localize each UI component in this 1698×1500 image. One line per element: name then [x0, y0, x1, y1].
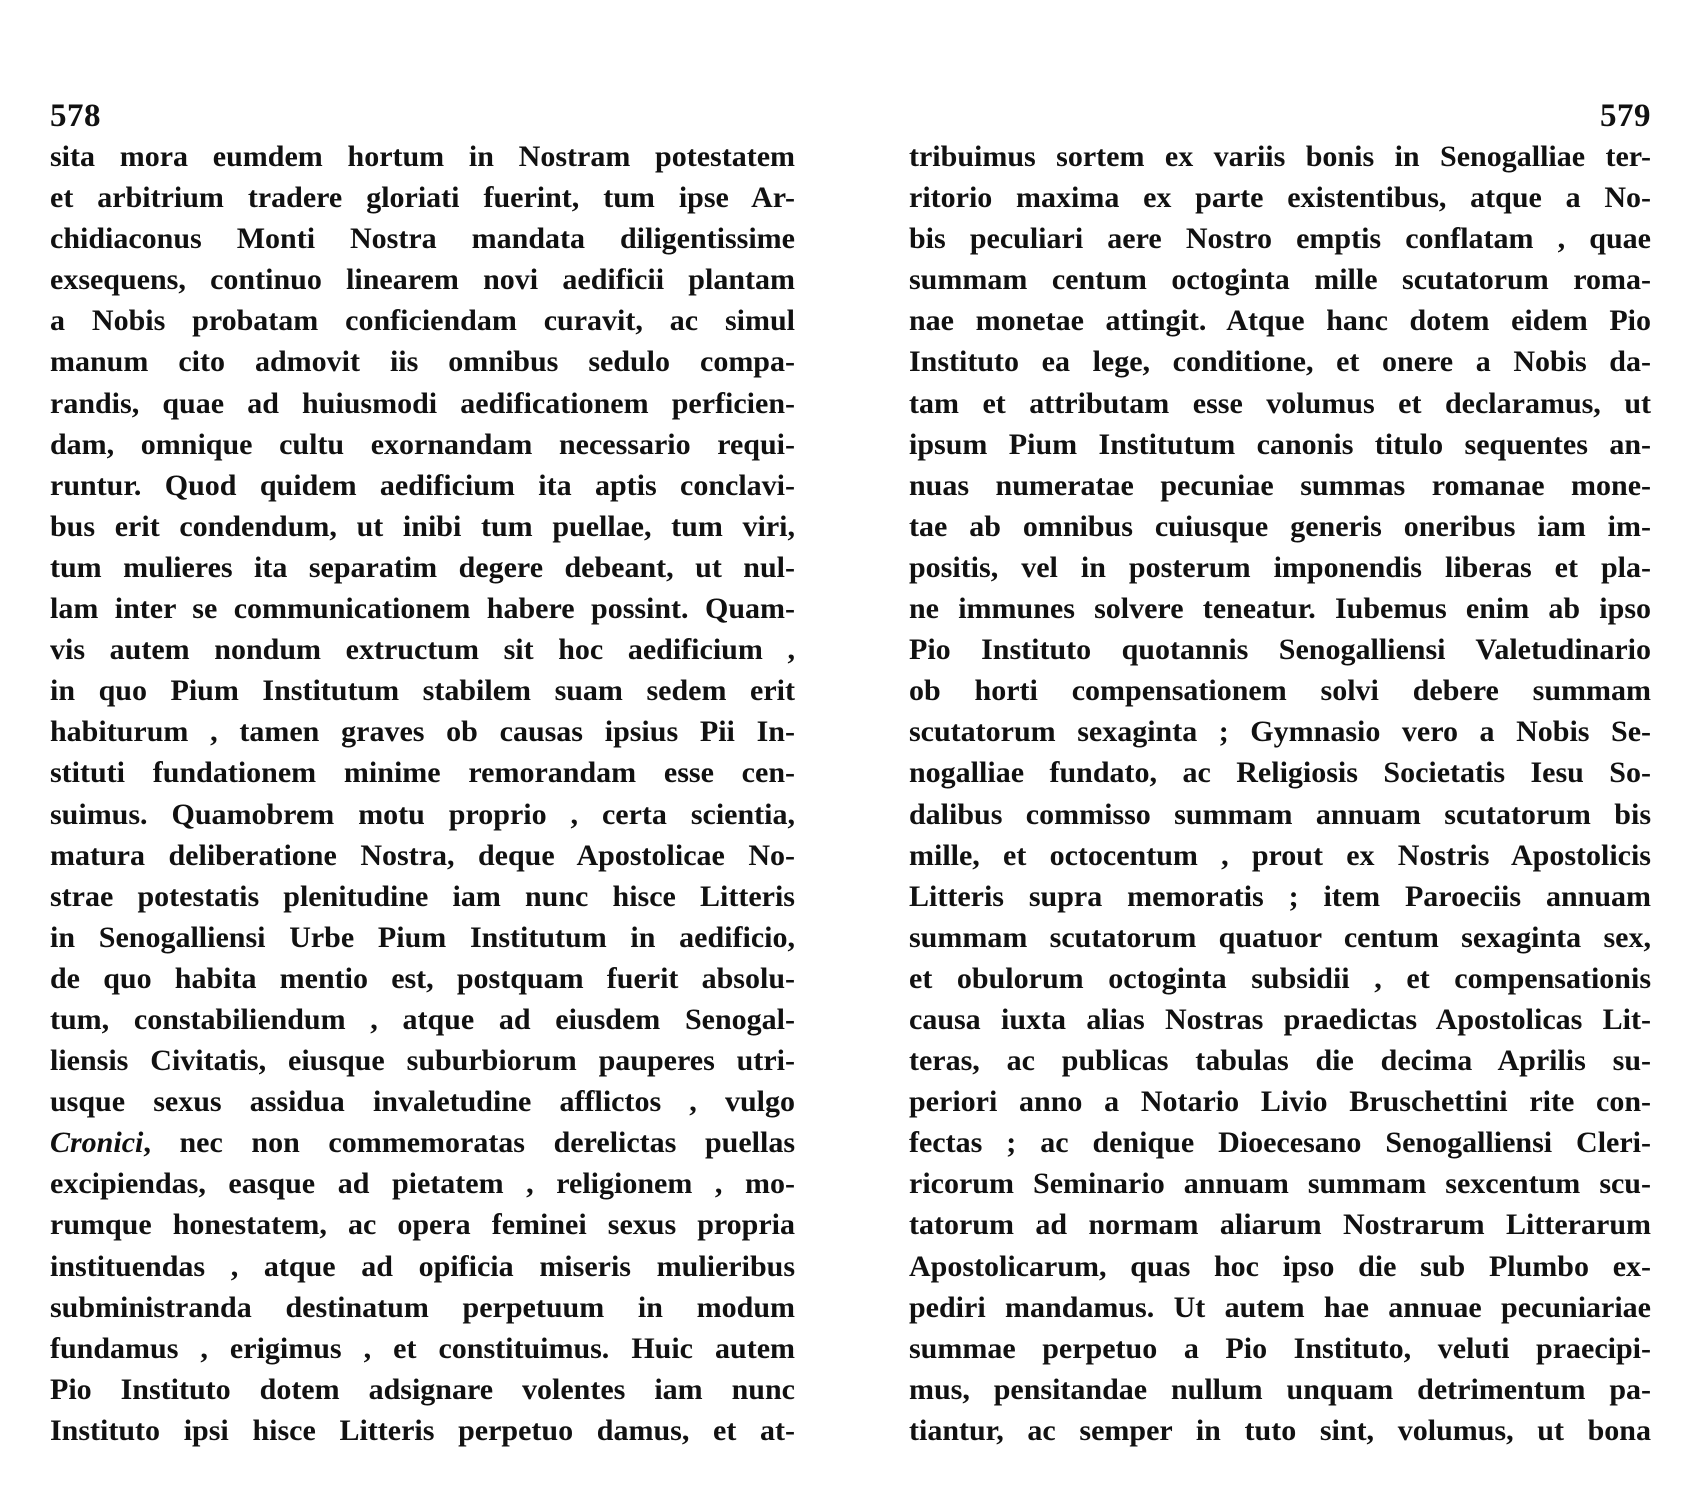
text-line: nogalliae fundato, ac Religiosis Societatis Iesu So-: [909, 756, 1651, 790]
text-line: exsequens, continuo linearem novi aedificii plantam: [50, 263, 795, 297]
text-line: Pio Instituto quotannis Senogalliensi Valetudinario: [909, 633, 1651, 667]
text-line: scutatorum sexaginta ; Gymnasio vero a Nobis Se-: [909, 715, 1651, 749]
right-page-text: [909, 136, 1651, 1451]
text-line: tum, constabiliendum , atque ad eiusdem Senogal-: [50, 1002, 795, 1036]
text-line: tatorum ad normam aliarum Nostrarum Litterarum: [909, 1208, 1651, 1242]
text-line: tae ab omnibus cuiusque generis oneribus iam im-: [909, 509, 1651, 543]
text-line: ricorum Seminario annuam summam sexcentum scu-: [909, 1167, 1651, 1201]
text-line: de quo habita mentio est, postquam fuerit absolu-: [50, 961, 795, 995]
text-line: et obulorum octoginta subsidii , et compensationis: [909, 961, 1651, 995]
text-line: subministranda destinatum perpetuum in modum: [50, 1290, 795, 1324]
text-line: nuas numeratae pecuniae summas romanae mone-: [909, 468, 1651, 502]
text-line: fectas ; ac denique Dioecesano Senogalliensi Cleri-: [909, 1126, 1651, 1160]
text-line: Apostolicarum, quas hoc ipso die sub Plumbo ex-: [909, 1249, 1651, 1283]
text-line: habiturum , tamen graves ob causas ipsius Pii In-: [50, 715, 795, 749]
text-line: ob horti compensationem solvi debere summam: [909, 674, 1651, 708]
text-line: a Nobis probatam conficiendam curavit, ac simul: [50, 304, 795, 338]
text-line: Pio Instituto dotem adsignare volentes iam nunc: [50, 1372, 795, 1406]
text-line: tum mulieres ita separatim degere debeant, ut nul-: [50, 550, 795, 584]
text-line: runtur. Quod quidem aedificium ita aptis conclavi-: [50, 468, 795, 502]
text-line: ritorio maxima ex parte existentibus, atque a No-: [909, 181, 1651, 215]
left-page-number: 578: [50, 98, 101, 134]
text-line: summae perpetuo a Pio Instituto, veluti praecipi-: [909, 1331, 1651, 1365]
text-line: bus erit condendum, ut inibi tum puellae, tum viri,: [50, 509, 795, 543]
text-line: bis peculiari aere Nostro emptis conflatam , quae: [909, 222, 1651, 256]
text-line: pediri mandamus. Ut autem hae annuae pecuniariae: [909, 1290, 1651, 1324]
text-line: lam inter se communicationem habere possint. Quam-: [50, 592, 795, 626]
text-line: suimus. Quamobrem motu proprio , certa scientia,: [50, 797, 795, 831]
text-line: positis, vel in posterum imponendis liberas et pla-: [909, 550, 1651, 584]
text-line: dam, omnique cultu exornandam necessario requi-: [50, 427, 795, 461]
text-line: tam et attributam esse volumus et declaramus, ut: [909, 386, 1651, 420]
text-line: in Senogalliensi Urbe Pium Institutum in aedificio,: [50, 920, 795, 954]
text-line: instituendas , atque ad opificia miseris mulieribus: [50, 1249, 795, 1283]
text-line: rumque honestatem, ac opera feminei sexus propria: [50, 1208, 795, 1242]
text-line: fundamus , erigimus , et constituimus. Huic autem: [50, 1331, 795, 1365]
text-line: chidiaconus Monti Nostra mandata diligentissime: [50, 222, 795, 256]
text-line: randis, quae ad huiusmodi aedificationem perficien-: [50, 386, 795, 420]
text-line: manum cito admovit iis omnibus sedulo compa-: [50, 345, 795, 379]
text-line: nae monetae attingit. Atque hanc dotem eidem Pio: [909, 304, 1651, 338]
text-line: et arbitrium tradere gloriati fuerint, tum ipse Ar-: [50, 181, 795, 215]
text-line: strae potestatis plenitudine iam nunc hisce Litteris: [50, 879, 795, 913]
text-line: ne immunes solvere teneatur. Iubemus enim ab ipso: [909, 592, 1651, 626]
right-page: [849, 0, 1698, 1500]
text-line: causa iuxta alias Nostras praedictas Apostolicas Lit-: [909, 1002, 1651, 1036]
text-line: Cronici, nec non commemoratas derelictas puellas: [50, 1126, 795, 1160]
text-line: usque sexus assidua invaletudine afflictos , vulgo: [50, 1085, 795, 1119]
text-line: mus, pensitandae nullum unquam detrimentum pa-: [909, 1372, 1651, 1406]
text-line: teras, ac publicas tabulas die decima Aprilis su-: [909, 1044, 1651, 1078]
text-line: periori anno a Notario Livio Bruschettini rite con-: [909, 1085, 1651, 1119]
text-line: ipsum Pium Institutum canonis titulo sequentes an-: [909, 427, 1651, 461]
text-line: summam scutatorum quatuor centum sexaginta sex,: [909, 920, 1651, 954]
text-line: tiantur, ac semper in tuto sint, volumus, ut bona: [909, 1413, 1651, 1447]
text-line: Litteris supra memoratis ; item Paroeciis annuam: [909, 879, 1651, 913]
text-line: matura deliberatione Nostra, deque Apostolicae No-: [50, 838, 795, 872]
text-line: dalibus commisso summam annuam scutatorum bis: [909, 797, 1651, 831]
text-line: excipiendas, easque ad pietatem , religionem , mo-: [50, 1167, 795, 1201]
left-page-text: [50, 136, 795, 1451]
text-line: liensis Civitatis, eiusque suburbiorum pauperes utri-: [50, 1044, 795, 1078]
text-line: vis autem nondum extructum sit hoc aedificium ,: [50, 633, 795, 667]
text-line: sita mora eumdem hortum in Nostram potestatem: [50, 140, 795, 173]
text-line: stituti fundationem minime remorandam esse cen-: [50, 756, 795, 790]
right-page-number: 579: [1600, 98, 1651, 134]
text-line: mille, et octocentum , prout ex Nostris Apostolicis: [909, 838, 1651, 872]
text-line: Instituto ea lege, conditione, et onere a Nobis da-: [909, 345, 1651, 379]
text-line: Instituto ipsi hisce Litteris perpetuo damus, et at-: [50, 1413, 795, 1447]
text-line: tribuimus sortem ex variis bonis in Senogalliae ter-: [909, 140, 1651, 173]
text-line: summam centum octoginta mille scutatorum roma-: [909, 263, 1651, 297]
text-line: in quo Pium Institutum stabilem suam sedem erit: [50, 674, 795, 708]
